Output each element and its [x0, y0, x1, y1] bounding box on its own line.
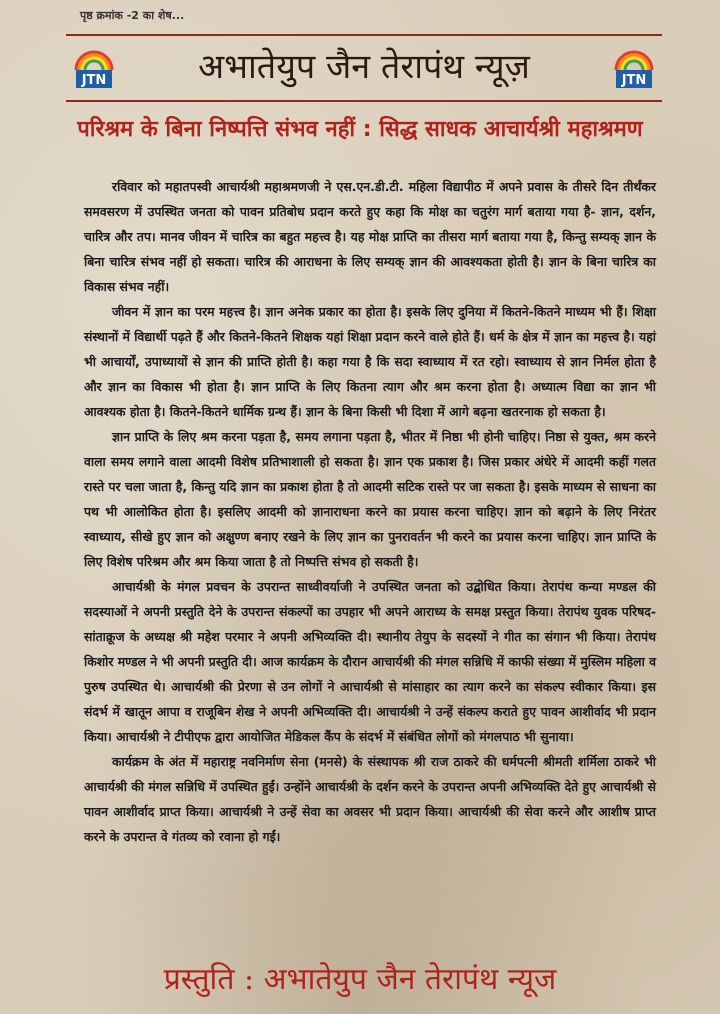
jtn-logo-right	[610, 44, 658, 92]
header-top-rule	[66, 34, 662, 36]
article-paragraph: रविवार को महातपस्वी आचार्यश्री महाश्रमणजी ने एस.एन.डी.टी. महिला विद्यापीठ में अपने प्रवास के तीसरे दिन तीर्थंकर समवसरण में उपस्थित जनता को पावन प्रतिबोध प्रदान करते हुए कहा कि मोक्ष का चतुरंग मार्ग बताया गया है- ज्ञान, दर्शन, चारित्र और तप। मानव जीवन में चारित्र का बहुत महत्त्व है। यह मोक्ष प्राप्ति का तीसरा मार्ग बताया गया है, किन्तु सम्यक् ज्ञान के बिना चारित्र संभव नहीं हो सकता। चारित्र की आराधना के लिए सम्यक् ज्ञान की आवश्यकता होती है। ज्ञान के बिना चारित्र का विकास संभव नहीं।	[84, 179, 656, 294]
article-headline: परिश्रम के बिना निष्पत्ति संभव नहीं : सिद्ध साधक आचार्यश्री महाश्रमण	[77, 117, 643, 142]
svg-text:JTN: JTN	[621, 73, 647, 88]
masthead-title: अभातेयुप जैन तेरापंथ न्यूज़	[198, 47, 530, 87]
article-paragraph: कार्यक्रम के अंत में महाराष्ट्र नवनिर्माण सेना (मनसे) के संस्थापक श्री राज ठाकरे की धर्मपत्नी श्रीमती शर्मिला ठाकरे भी आचार्यश्री की मंगल सन्निधि में उपस्थित हुईं। उन्होंने आचार्यश्री के दर्शन करने के उपरान्त अपनी अभिव्यक्ति देते हुए आचार्यश्री से पावन आशीर्वाद प्राप्त किया। आचार्यश्री ने उन्हें सेवा का अवसर भी प्रदान किया। आचार्यश्री की सेवा करने और आशीष प्राप्त करने के उपरान्त वे गंतव्य को रवाना हो गईं।	[84, 754, 656, 844]
svg-text:JTN: JTN	[81, 73, 107, 88]
header-bottom-rule	[66, 100, 662, 102]
presented-by-footer: प्रस्तुति : अभातेयुप जैन तेरापंथ न्यूज	[163, 962, 557, 997]
article-paragraph: ज्ञान प्राप्ति के लिए श्रम करना पड़ता है, समय लगाना पड़ता है, भीतर में निष्ठा भी होनी चाहिए। निष्ठा से युक्त, श्रम करने वाला समय लगाने वाला आदमी विशेष प्रतिभाशाली हो सकता है। ज्ञान एक प्रकाश है। जिस प्रकार अंधेरे में आदमी कहीं गलत रास्ते पर चला जाता है, किन्तु यदि ज्ञान का प्रकाश होता है तो आदमी सटिक रास्ते पर जा सकता है। इसके माध्यम से साधना का पथ भी आलोकित होता है। इसलिए आदमी को ज्ञानाराधना करने का प्रयास करना चाहिए। ज्ञान को बढ़ाने के लिए निरंतर स्वाध्याय, सीखे हुए ज्ञान को अक्षुण्ण बनाए रखने के लिए ज्ञान का पुनरावर्तन भी करने का प्रयास करना चाहिए। ज्ञान प्राप्ति के लिए विशेष परिश्रम और श्रम किया जाता है तो निष्पत्ति संभव हो सकती है।	[84, 429, 656, 569]
jtn-logo-left	[70, 44, 118, 92]
article-body	[84, 174, 656, 849]
article-paragraph: जीवन में ज्ञान का परम महत्त्व है। ज्ञान अनेक प्रकार का होता है। इसके लिए दुनिया में कितने-कितने माध्यम भी हैं। शिक्षा संस्थानों में विद्यार्थी पढ़ते हैं और कितने-कितने शिक्षक यहां शिक्षा प्रदान करने वाले होते हैं। धर्म के क्षेत्र में ज्ञान का महत्त्व है। यहां भी आचार्यों, उपाध्यायों से ज्ञान की प्राप्ति होती है। कहा गया है कि सदा स्वाध्याय में रत रहो। स्वाध्याय से ज्ञान निर्मल होता है और ज्ञान का विकास भी होता है। ज्ञान प्राप्ति के लिए कितना त्याग और श्रम करना होता है। अध्यात्म विद्या का ज्ञान भी आवश्यक होता है। कितने-कितने धार्मिक ग्रन्थ हैं। ज्ञान के बिना किसी भी दिशा में आगे बढ़ना खतरनाक हो सकता है।	[84, 304, 656, 419]
page-continuation-note: पृष्ठ क्रमांक -2 का शेष...	[80, 9, 185, 22]
masthead-banner	[66, 30, 662, 106]
article-paragraph: आचार्यश्री के मंगल प्रवचन के उपरान्त साध्वीवर्याजी ने उपस्थित जनता को उद्बोधित किया। तेरापंथ कन्या मण्डल की सदस्याओं ने अपनी प्रस्तुति देने के उपरान्त संकल्पों का उपहार भी अपने आराध्य के समक्ष प्रस्तुत किया। तेरापंथ युवक परिषद-सांताक्रूज के अध्यक्ष श्री महेश परमार ने अपनी अभिव्यक्ति दी। स्थानीय तेयुप के सदस्यों ने गीत का संगान भी किया। तेरापंथ किशोर मण्डल ने भी अपनी प्रस्तुति दी। आज कार्यक्रम के दौरान आचार्यश्री की मंगल सन्निधि में काफी संख्या में मुस्लिम महिला व पुरुष उपस्थित थे। आचार्यश्री की प्रेरणा से उन लोगों ने आचार्यश्री से मांसाहार का त्याग करने का संकल्प स्वीकार किया। इस संदर्भ में खातून आपा व राजूबिन शेख ने अपनी अभिव्यक्ति दी। आचार्यश्री ने उन्हें संकल्प कराते हुए पावन आशीर्वाद भी प्रदान किया। आचार्यश्री ने टीपीएफ द्वारा आयोजित मेडिकल कैंप के संदर्भ में संबंधित लोगों को मंगलपाठ भी सुनाया।	[84, 579, 656, 744]
